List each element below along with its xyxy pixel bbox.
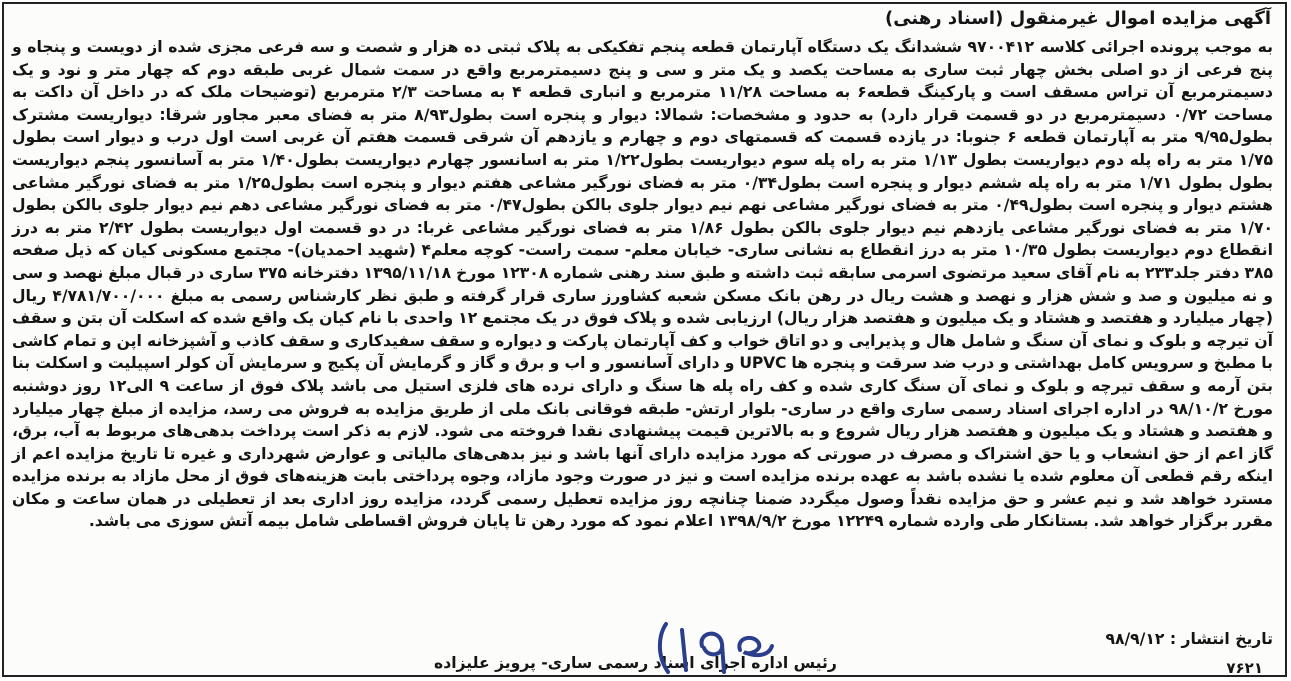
notice-body: به موجب پرونده اجرائی کلاسه ۹۷۰۰۴۱۲ ششدانگ یک دستگاه آپارتمان قطعه پنجم تفکیکی به پلاک ثبتی ده هزار و شصت و سه فرعی مجزی شده از دویست و پنجاه و پنج فرعی از دو اصلی بخش چهار ثبت ساری به مساحت یکصد و یک متر و سی و پنج دسیمترمربع واقع در سمت شمال غربی طبقه دوم که چهار متر و نود و یک دسیمترمربع آن تراس مسقف است و پارکینگ قطعه۶ به مساحت ۱۱/۲۸ مترمربع و انباری قطعه ۴ به مساحت ۲/۳ مترمربع (توضیحات ملک که در داخل آن داکت به مساحت ۰/۷۲ دسیمترمربع در دو قسمت قرار دارد) به حدود و مشخصات: شمالا: دیوار و پنجره است بطول۸/۹۳ متر به فضای معبر مجاور شرقا: دیواریست مشترک بطول۹/۹۵ متر به آپارتمان قطعه ۶ جنوبا: در یازده قسمت که قسمتهای دوم و چهارم و یازدهم آن شرقی قسمت هفتم آن غربی است اول درب و دیوار است بطول ۱/۷۵ متر به راه پله دوم دیواریست بطول ۱/۱۳ متر به راه پله سوم دیواریست بطول۱/۲۲ متر به اسانسور چهارم دیواریست بطول۱/۴۰ متر به آسانسور پنجم دیواریست بطول بطول ۱/۷۱ متر به راه پله ششم دیوار و پنجره است بطول۰/۳۴ متر به فضای نورگیر مشاعی هفتم دیوار و پنجره است بطول۱/۲۵ متر به فضای نورگیر مشاعی هشتم دیوار و پنجره است بطول۰/۴۹ متر به فضای نورگیر مشاعی نهم نیم دیوار جلوی بالکن بطول۰/۴۷ متر به فضای نورگیر مشاعی دهم نیم دیوار جلوی بالکن بطول ۱/۷۰ متر به فضای نورگیر مشاعی یازدهم نیم دیوار جلوی بالکن بطول ۱/۸۶ متر به فضای نورگیر مشاعی غربا: در دو قسمت اول دیواریست بطول ۲/۴۲ متر به درز انقطاع دوم دیواریست بطول ۱۰/۳۵ متر به درز انقطاع به نشانی ساری- خیابان معلم- سمت راست- کوچه معلم۴ (شهید احمدیان)- مجتمع مسکونی کیان که ذیل صفحه ۳۸۵ دفتر جلد۲۳۳ به نام آقای سعید مرتضوی اسرمی سابقه ثبت داشته و طبق سند رهنی شماره ۱۲۳۰۸ مورخ ۱۳۹۵/۱۱/۱۸ دفترخانه ۳۷۵ ساری در قبال مبلغ نهصد و سی و نه میلیون و صد و شش هزار و نهصد و هشت ریال در رهن بانک مسکن شعبه کشاورز ساری قرار گرفته و طبق نظر کارشناس رسمی به مبلغ ۴/۷۸۱/۷۰۰/۰۰۰ ریال (چهار میلیارد و هفتصد و هشتاد و یک میلیون و هفتصد هزار ریال) ارزیابی شده و پلاک فوق در یک مجتمع ۱۲ واحدی با نام کیان یک واقع شده که اسکلت آن بتن و سقف آن تیرچه و بلوک و نمای آن سنگ و شامل هال و پذیرایی و دو اتاق خواب و کف آپارتمان پارکت و دیواره و سقف سفیدکاری و سقف کاذب و آشپزخانه اپن و تمام کاشی با مطبخ و سرویس کامل بهداشتی و درب ضد سرقت و پنجره ها UPVC و دارای آسانسور و اب و برق و گاز و گرمایش آن پکیج و سرمایش آن کولر اسپیلیت و اسکلت بنا بتن آرمه و سقف تیرچه و بلوک و نمای آن سنگ کاری شده و کف راه پله ها سنگ و دارای نرده های فلزی استیل می باشد پلاک فوق از ساعت ۹ الی۱۲ روز دوشنبه مورخ ۹۸/۱۰/۲ در اداره اجرای اسناد رسمی ساری واقع در ساری- بلوار ارتش- طبقه فوقانی بانک ملی از طریق مزایده به فروش می رسد، مزایده از مبلغ چهار میلیارد و هفتصد و هشتاد و یک میلیون و هفتصد هزار ریال شروع و به بالاترین قیمت پیشنهادی نقدا فروخته می شود. لازم به ذکر است پرداخت بدهی‌های مربوط به آب، برق، گاز اعم از حق انشعاب و یا حق اشتراک و مصرف در صورتی که مورد مزایده دارای آنها باشد و نیز بدهی‌های مالیاتی و عوارض شهرداری و غیره تا تاریخ مزایده اعم از اینکه رقم قطعی آن معلوم شده یا نشده باشد به عهده برنده مزایده است و نیز در صورت وجود مازاد، وجوه پرداختی بابت هزینه‌های فوق از محل مازاد به برنده مزایده مسترد خواهد شد و نیم عشر و حق مزایده نقداً وصول میگردد ضمنا چنانچه روز مزایده تعطیل رسمی گردد، مزایده روز اداری بعد از تعطیلی در همان ساعت و مکان مقرر برگزار خواهد شد. بستانکار طی وارده شماره ۱۲۲۴۹ مورخ ۱۳۹۸/۹/۲ اعلام نمود که مورد رهن تا پایان فروش اقساطی شامل بیمه آتش سوزی می باشد. xyxy=(12,38,1274,531)
notice-title: آگهی مزایده اموال غیرمنقول (اسناد رهنی) xyxy=(884,8,1271,29)
reference-number: ۷۶۲۱ xyxy=(1226,659,1263,677)
signature-line: رئیس اداره اجرای اسناد رسمی ساری- پرویز علیزاده xyxy=(434,654,837,672)
handwritten-number-mark xyxy=(652,616,782,677)
publish-date: تاریخ انتشار : ۹۸/۹/۱۲ xyxy=(1105,630,1273,648)
notice-frame xyxy=(2,2,1287,677)
